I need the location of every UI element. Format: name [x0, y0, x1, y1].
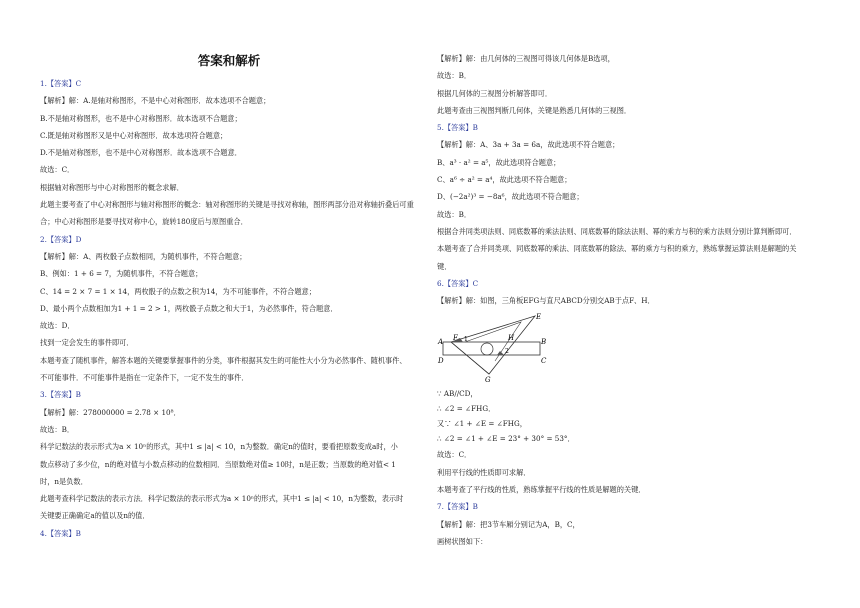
text-line: 故选：B． [437, 71, 472, 81]
text-line: 【解析】解：A、两枚骰子点数相同，为随机事件，不符合题意； [40, 251, 247, 261]
answer-heading: 6.【答案】C [437, 278, 479, 288]
left-column [40, 0, 418, 542]
text-line: ∵ AB//CD， [437, 389, 478, 399]
label-B: B [541, 338, 547, 347]
text-line: 此题考查由三视图判断几何体，关键是熟悉几何体的三视图． [437, 105, 632, 115]
text-line: 【解析】解：如图，三角板EFG与直尺ABCD分别交AB于点F、H． [437, 296, 655, 306]
text-line: C.既是轴对称图形又是中心对称图形．故本选项符合题意； [40, 130, 228, 140]
text-line: ∴ ∠2 = ∠1 + ∠E = 23° + 30° = 53°． [437, 434, 575, 444]
text-line: 【解析】解：A.是轴对称图形，不是中心对称图形．故本选项不合题意； [40, 96, 271, 106]
text-line: 键． [437, 261, 452, 271]
page-title: 答案和解析 [197, 53, 261, 68]
triangle-ruler-diagram [437, 311, 547, 383]
text-line: 故选：D． [40, 321, 75, 331]
text-line: 此题考查科学记数法的表示方法．科学记数法的表示形式为a × 10ⁿ的形式，其中1 ≤ |a| < 10，n为整数，表示时 [40, 494, 404, 504]
text-line: 根据合并同类项法则、同底数幂的乘法法则、同底数幂的除法法则、幂的乘方与积的乘方法则分别计算判断即可． [437, 226, 797, 236]
label-C: C [541, 357, 547, 366]
text-line: 利用平行线的性质即可求解． [437, 467, 531, 477]
right-lines-top [437, 50, 822, 309]
text-line: 画树状图如下： [437, 536, 488, 546]
text-line: 时，n是负数． [40, 476, 88, 486]
text-line: D、(−2a²)³ = −8a⁶，故此选项不符合题意； [437, 192, 584, 202]
text-line: 故选：B． [437, 209, 472, 219]
right-column [437, 0, 822, 550]
answer-heading: 1.【答案】C [40, 79, 82, 88]
text-line: 科学记数法的表示形式为a × 10ⁿ的形式，其中1 ≤ |a| < 10，n为整数．确定n的值时，要看把原数变成a时，小 [40, 442, 398, 452]
geometry-figure [437, 311, 547, 383]
text-line: 本题考查了平行线的性质，熟练掌握平行线的性质是解题的关键． [437, 485, 646, 495]
text-line: 故选：C． [437, 450, 472, 460]
right-lines-bottom [437, 386, 822, 550]
text-line: 本题考查了合并同类项、同底数幂的乘法、同底数幂的除法、幂的乘方与积的乘方，熟练掌握运算法则是解题的关 [437, 244, 797, 254]
text-line: 【解析】解：把3节车厢分别记为A，B，C， [437, 519, 580, 529]
label-angle-2: 2 [505, 348, 509, 356]
text-line: 根据轴对称图形与中心对称图形的概念求解． [40, 182, 184, 192]
text-line: 合；中心对称图形是要寻找对称中心，旋转180度后与原图重合． [40, 217, 248, 227]
text-line: 【解析】解：278000000 = 2.78 × 10⁸． [40, 407, 181, 417]
text-line: 本题考查了随机事件，解答本题的关键要掌握事件的分类，事件根据其发生的可能性大小分为必然事件、随机事件、 [40, 355, 407, 365]
text-line: 又∵ ∠1 + ∠E = ∠FHG， [437, 419, 527, 429]
text-line: 根据几何体的三视图分析解答即可． [437, 88, 553, 98]
text-line: B、a³ · a² = a⁵，故此选项符合题意； [437, 157, 561, 167]
label-E: E [536, 313, 542, 322]
label-F: F [453, 334, 458, 343]
label-G: G [485, 376, 491, 384]
label-H: H [508, 334, 515, 343]
answer-heading: 3.【答案】B [40, 390, 81, 400]
label-D: D [438, 357, 444, 366]
text-line: 此题主要考查了中心对称图形与轴对称图形的概念：轴对称图形的关键是寻找对称轴，图形两部分沿对称轴折叠后可重 [40, 200, 414, 210]
answer-heading: 2.【答案】D [40, 234, 82, 244]
label-angle-1: 1 [464, 336, 468, 344]
answer-heading: 4.【答案】B [40, 528, 81, 538]
text-line: 故选：C． [40, 165, 75, 175]
text-line: D.不是轴对称图形，也不是中心对称图形．故本选项不合题意． [40, 148, 242, 158]
text-line: 数点移动了多少位，n的绝对值与小数点移动的位数相同．当原数绝对值≥ 10时，n是正数；当原数的绝对值< 1 [40, 459, 396, 469]
text-line: D、最小两个点数相加为1 + 1 = 2 > 1，两枚骰子点数之和大于1，为必然事件，符合题意． [40, 303, 338, 313]
text-line: 【解析】解：由几何体的三视图可得该几何体是B选项， [437, 54, 615, 63]
answer-heading: 5.【答案】B [437, 123, 478, 133]
text-line: 关键要正确确定a的值以及n的值． [40, 511, 150, 521]
text-line: 找到一定会发生的事件即可． [40, 338, 134, 348]
answer-heading: 7.【答案】B [437, 502, 478, 512]
text-line: 故选：B． [40, 424, 75, 434]
text-line: 不可能事件．不可能事件是指在一定条件下，一定不发生的事件． [40, 373, 249, 383]
text-line: B.不是轴对称图形，也不是中心对称图形．故本选项不合题意； [40, 113, 242, 123]
text-line: ∴ ∠2 = ∠FHG． [437, 404, 496, 414]
text-line: C、14 = 2 × 7 = 1 × 14，两枚骰子的点数之积为14，为不可能事件，不符合题意； [40, 286, 316, 296]
text-line: C、a⁶ ÷ a² = a⁴，故此选项不符合题意； [437, 175, 572, 185]
text-line: B、例如：1 + 6 = 7，为随机事件，不符合题意； [40, 269, 203, 279]
left-lines [40, 75, 418, 542]
label-A: A [438, 338, 444, 347]
text-line: 【解析】解：A、3a + 3a = 6a，故此选项不符合题意； [437, 140, 620, 150]
